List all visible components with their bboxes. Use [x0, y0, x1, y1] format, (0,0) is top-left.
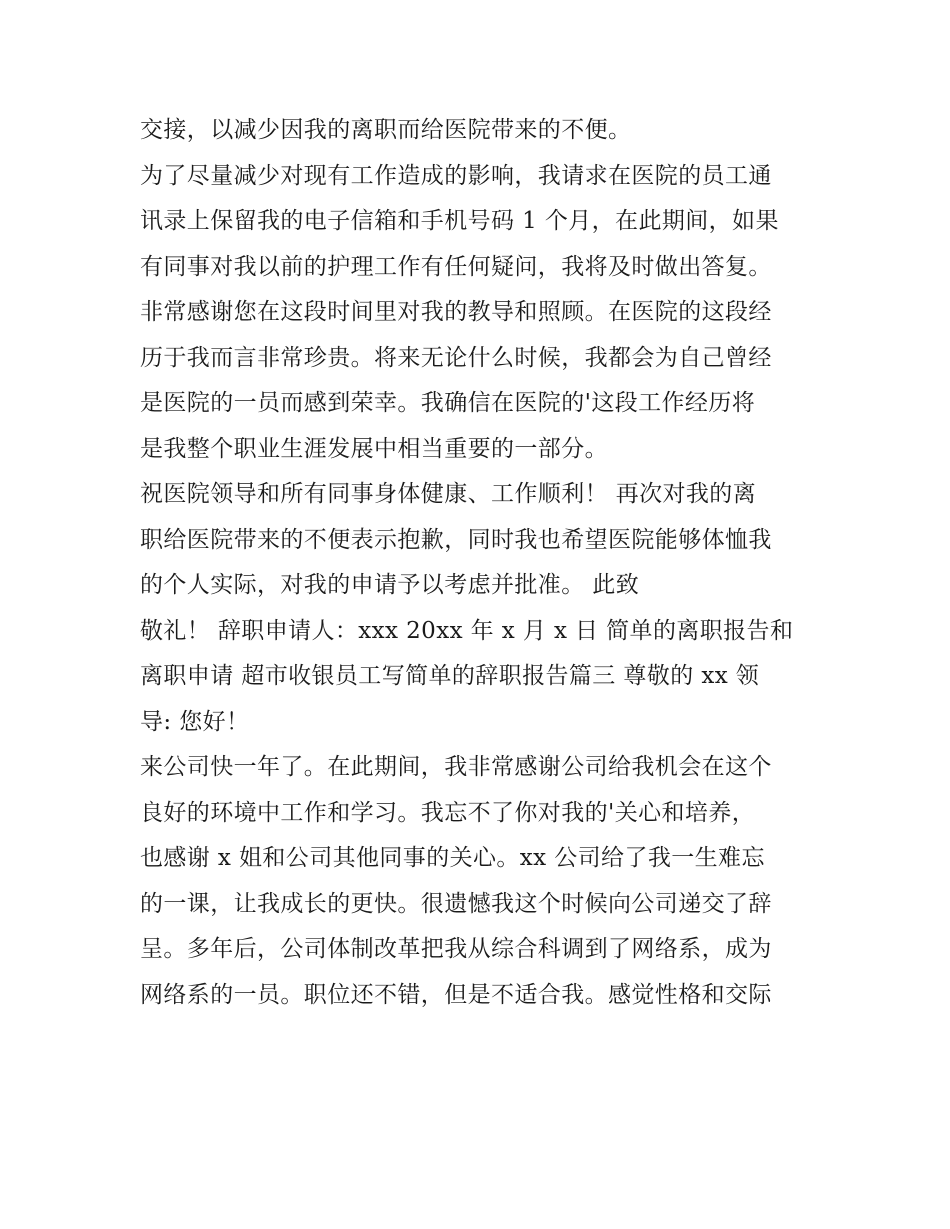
text-line: 来公司快一年了。在此期间，我非常感谢公司给我机会在这个	[140, 754, 772, 780]
text-line: 良好的环境中工作和学习。我忘不了你对我的'关心和培养，	[140, 799, 756, 826]
text-line: 也感谢 x 姐和公司其他同事的关心。xx 公司给了我一生难忘	[140, 845, 765, 871]
text-line: 是医院的一员而感到荣幸。我确信在医院的'这段工作经历将	[140, 390, 756, 416]
text-line: 有同事对我以前的护理工作有任何疑问，我将及时做出答复。	[140, 253, 772, 280]
text-line: 为了尽量减少对现有工作造成的影响，我请求在医院的员工通	[140, 162, 772, 189]
text-line: 祝医院领导和所有同事身体健康、工作顺利！ 再次对我的离	[140, 481, 757, 507]
text-line: 讯录上保留我的电子信箱和手机号码 1 个月，在此期间，如果	[140, 208, 779, 234]
text-line: 离职申请 超市收银员工写简单的辞职报告篇三 尊敬的 xx 领	[140, 663, 760, 689]
text-line: 敬礼！ 辞职申请人：xxx 20xx 年 x 月 x 日 简单的离职报告和	[140, 617, 794, 644]
text-line: 非常感谢您在这段时间里对我的教导和照顾。在医院的这段经	[140, 299, 772, 325]
text-line: 历于我而言非常珍贵。将来无论什么时候，我都会为自己曾经	[140, 344, 772, 371]
text-line: 的一课，让我成长的更快。很遗憾我这个时候向公司递交了辞	[140, 890, 772, 917]
text-line: 呈。多年后，公司体制改革把我从综合科调到了网络系，成为	[140, 936, 772, 962]
text-line: 网络系的一员。职位还不错，但是不适合我。感觉性格和交际	[140, 981, 772, 1008]
text-line: 是我整个职业生涯发展中相当重要的一部分。	[140, 435, 608, 462]
text-line: 职给医院带来的不便表示抱歉，同时我也希望医院能够体恤我	[140, 526, 772, 553]
document-body	[140, 108, 820, 1018]
text-line: 导: 您好！	[140, 708, 250, 735]
text-line: 交接，以减少因我的离职而给医院带来的不便。	[140, 117, 632, 143]
text-line: 的个人实际，对我的申请予以考虑并批准。 此致	[140, 572, 640, 598]
